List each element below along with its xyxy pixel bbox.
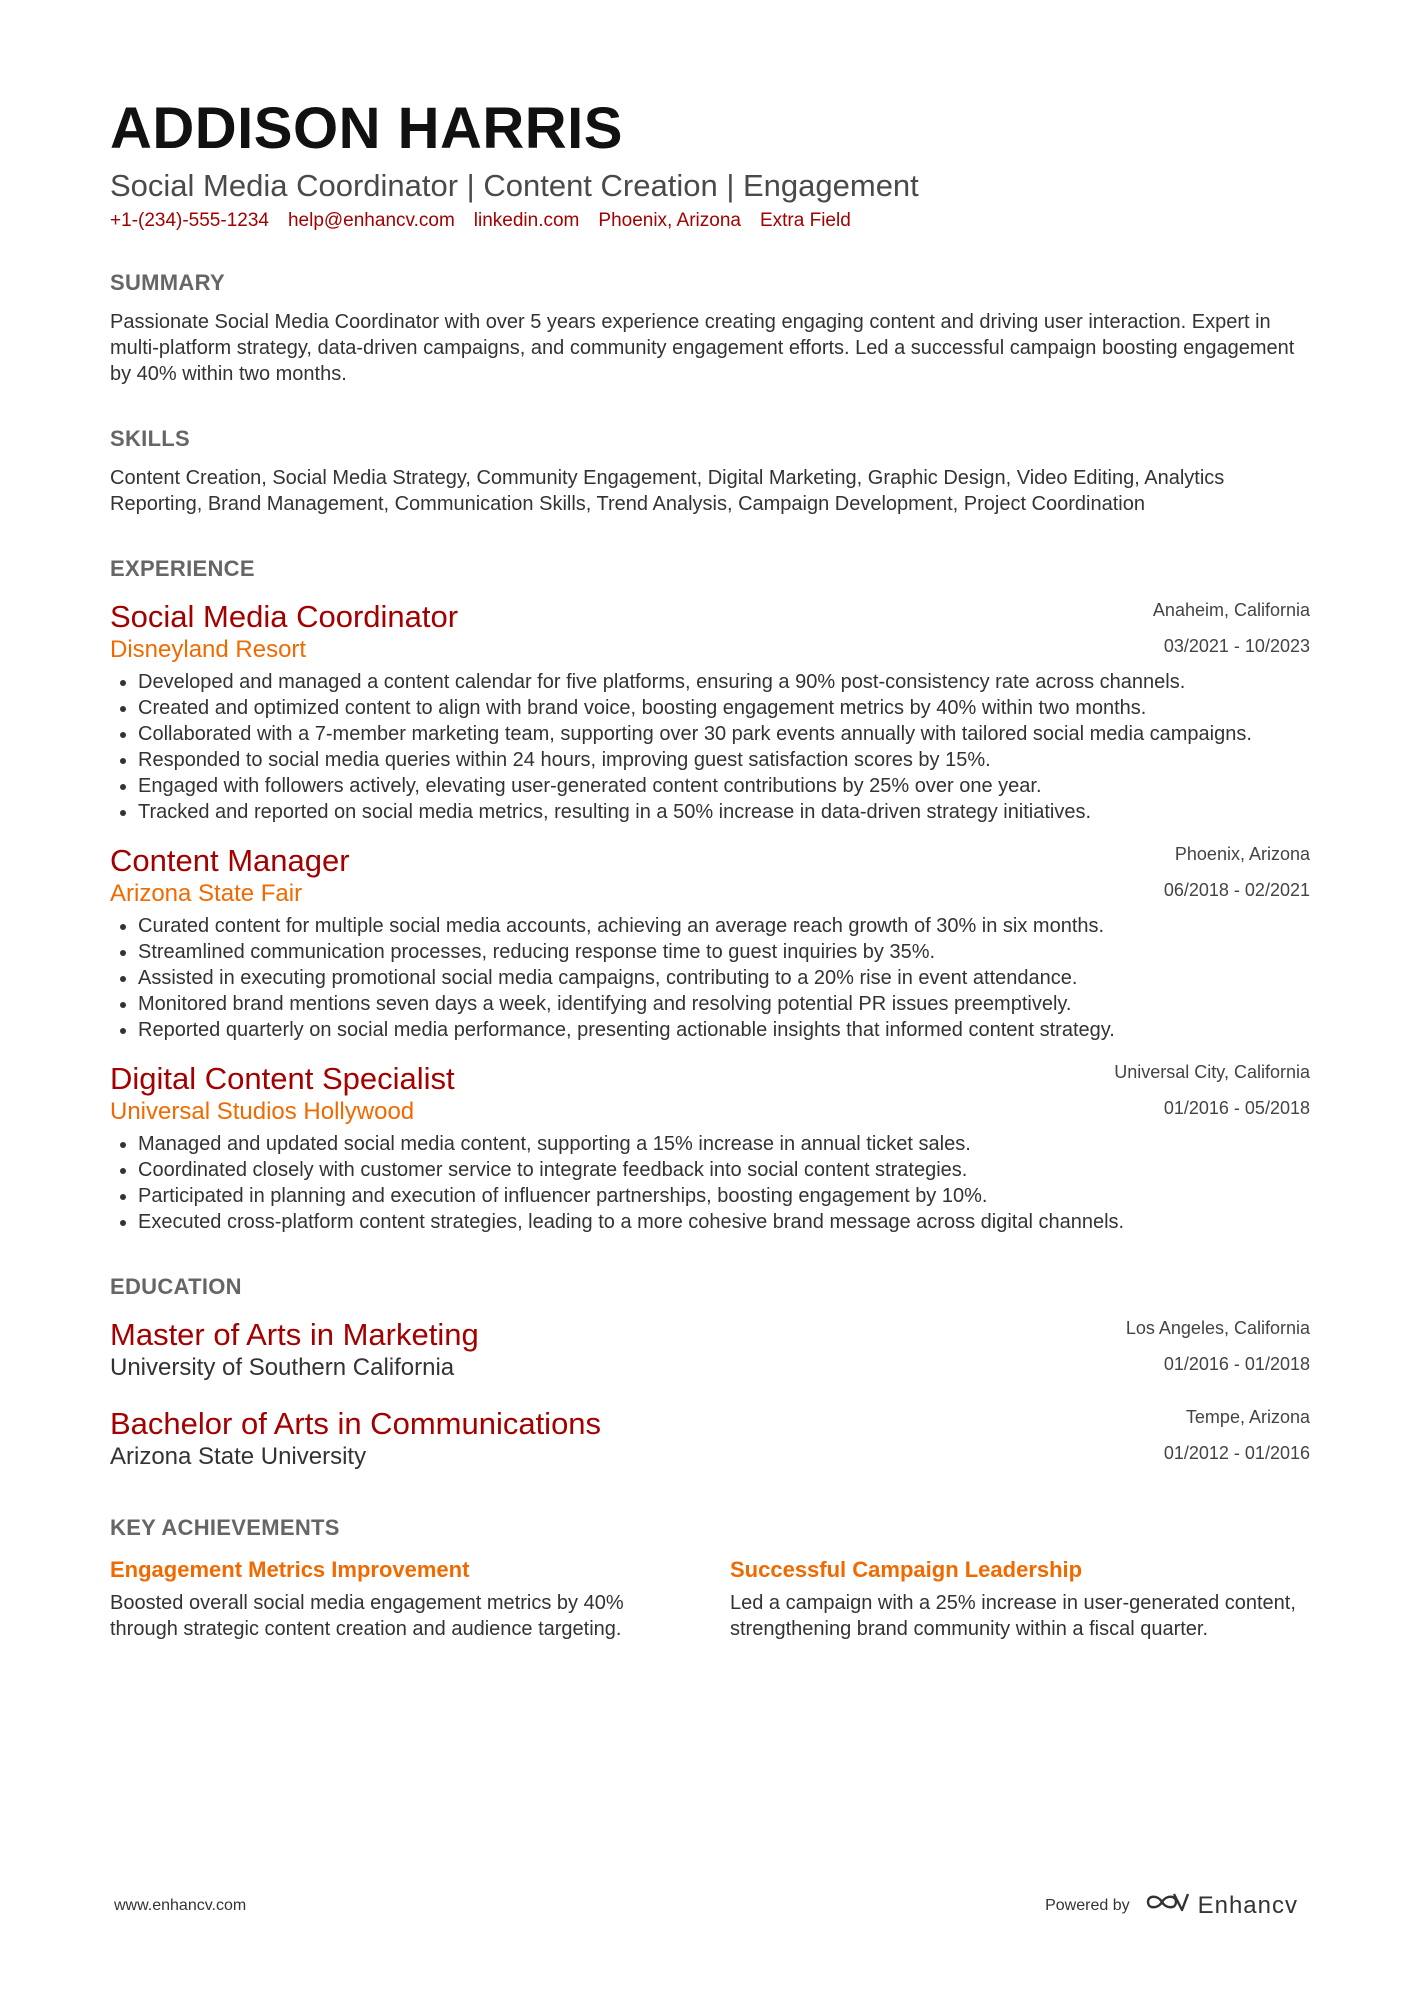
resume-page: [110, 95, 1310, 1642]
brand-logo[interactable]: [1144, 1890, 1298, 1921]
school-name: Arizona State University: [110, 1443, 367, 1470]
achievement-item: [730, 1556, 1306, 1642]
bullet-item: • Developed and managed a content calendar for five platforms, ensuring a 90% post-consistency rate across channels.: [138, 669, 1310, 695]
school-name: University of Southern California: [110, 1354, 455, 1381]
degree-title: Master of Arts in Marketing: [110, 1317, 479, 1352]
company-name: Universal Studios Hollywood: [110, 1098, 415, 1125]
skills-section: [110, 425, 1310, 517]
contact-bar: [110, 209, 1310, 233]
contact-location: Phoenix, Arizona: [598, 210, 741, 231]
degree-title: Bachelor of Arts in Communications: [110, 1406, 602, 1441]
job-dates: 01/2016 - 05/2018: [1163, 1098, 1310, 1118]
job-bullets: [110, 913, 1310, 1043]
achievement-description: Boosted overall social media engagement metrics by 40% through strategic content creation and audience targeting.: [110, 1592, 624, 1640]
bullet-item: • Engaged with followers actively, elevating user-generated content contributions by 25% over one year.: [138, 773, 1310, 799]
candidate-headline: Social Media Coordinator | Content Creation | Engagement: [110, 168, 919, 203]
bullet-item: • Curated content for multiple social media accounts, achieving an average reach growth of 30% in six months.: [138, 913, 1310, 939]
bullet-item: • Reported quarterly on social media performance, presenting actionable insights that informed content strategy.: [138, 1017, 1310, 1043]
experience-entry: [110, 599, 1310, 825]
bullet-item: • Collaborated with a 7-member marketing team, supporting over 30 park events annually with tailored social media campaigns.: [138, 721, 1310, 747]
contact-email[interactable]: help@enhancv.com: [287, 210, 455, 231]
education-entry: [110, 1317, 1310, 1387]
job-location: Phoenix, Arizona: [1174, 844, 1310, 864]
bullet-item: • Coordinated closely with customer service to integrate feedback into social content strategies.: [138, 1157, 1310, 1183]
bullet-item: • Participated in planning and execution of influencer partnerships, boosting engagement by 10%.: [138, 1183, 1310, 1209]
footer-website[interactable]: www.enhancv.com: [114, 1897, 247, 1914]
achievements-grid: [110, 1556, 1310, 1642]
experience-entry-header: [110, 1061, 1310, 1127]
education-section: [110, 1273, 1310, 1476]
school-location: Tempe, Arizona: [1185, 1407, 1310, 1427]
brand-name: Enhancv: [1197, 1891, 1298, 1919]
experience-entry: [110, 843, 1310, 1043]
bullet-item: • Tracked and reported on social media metrics, resulting in a 50% increase in data-driven strategy initiatives.: [138, 799, 1310, 825]
company-name: Arizona State Fair: [110, 880, 303, 907]
achievement-description: Led a campaign with a 25% increase in user-generated content, strengthening brand community within a fiscal quarter.: [730, 1592, 1296, 1640]
job-title: Content Manager: [110, 843, 350, 878]
section-title-summary: SUMMARY: [110, 270, 225, 295]
job-bullets: [110, 669, 1310, 825]
experience-entry-header: [110, 599, 1310, 665]
achievements-section: [110, 1514, 1310, 1642]
bullet-item: • Streamlined communication processes, reducing response time to guest inquiries by 35%.: [138, 939, 1310, 965]
experience-entry: [110, 1061, 1310, 1235]
powered-by-label: Powered by: [1045, 1896, 1130, 1914]
achievement-title: Successful Campaign Leadership: [730, 1557, 1083, 1582]
section-title-achievements: KEY ACHIEVEMENTS: [110, 1515, 340, 1540]
bullet-item: • Executed cross-platform content strategies, leading to a more cohesive brand message across digital channels.: [138, 1209, 1310, 1235]
enhancv-logo-icon: [1144, 1890, 1190, 1921]
contact-phone[interactable]: +1-(234)-555-1234: [110, 210, 269, 231]
job-dates: 06/2018 - 02/2021: [1163, 880, 1310, 900]
job-dates: 03/2021 - 10/2023: [1163, 636, 1310, 656]
job-title: Digital Content Specialist: [110, 1061, 455, 1096]
summary-text: Passionate Social Media Coordinator with over 5 years experience creating engaging content and driving user interaction. Expert in multi-platform strategy, data-driven campaigns, and community engagement efforts. Led a successful campaign boosting engagement by 40% within two months.: [110, 311, 1295, 385]
section-title-experience: EXPERIENCE: [110, 556, 255, 581]
job-bullets: [110, 1131, 1310, 1235]
summary-section: [110, 269, 1310, 387]
achievement-item: [110, 1556, 686, 1642]
job-location: Universal City, California: [1114, 1062, 1310, 1082]
education-entry: [110, 1406, 1310, 1476]
school-dates: 01/2016 - 01/2018: [1163, 1354, 1310, 1374]
bullet-item: • Assisted in executing promotional social media campaigns, contributing to a 20% rise in event attendance.: [138, 965, 1310, 991]
job-title: Social Media Coordinator: [110, 599, 459, 634]
footer-powered-by: [1045, 1890, 1298, 1921]
experience-entry-header: [110, 843, 1310, 909]
bullet-item: • Monitored brand mentions seven days a week, identifying and resolving potential PR issues preemptively.: [138, 991, 1310, 1017]
bullet-item: • Managed and updated social media content, supporting a 15% increase in annual ticket sales.: [138, 1131, 1310, 1157]
section-title-skills: SKILLS: [110, 426, 191, 451]
section-title-education: EDUCATION: [110, 1274, 242, 1299]
candidate-name: ADDISON HARRIS: [110, 96, 623, 161]
experience-section: [110, 555, 1310, 1235]
job-location: Anaheim, California: [1152, 600, 1310, 620]
bullet-item: • Responded to social media queries within 24 hours, improving guest satisfaction scores by 15%.: [138, 747, 1310, 773]
contact-extra-field: Extra Field: [759, 210, 851, 231]
bullet-item: • Created and optimized content to align with brand voice, boosting engagement metrics by 40% within two months.: [138, 695, 1310, 721]
contact-linkedin[interactable]: linkedin.com: [473, 210, 580, 231]
company-name: Disneyland Resort: [110, 636, 307, 663]
skills-text: Content Creation, Social Media Strategy, Community Engagement, Digital Marketing, Graphic Design, Video Editing, Analytics Reporting, Brand Management, Communication Skills, Trend Analysis, Campaign Development, Project Coordination: [110, 467, 1225, 515]
school-location: Los Angeles, California: [1125, 1318, 1310, 1338]
school-dates: 01/2012 - 01/2016: [1163, 1443, 1310, 1463]
achievement-title: Engagement Metrics Improvement: [110, 1557, 470, 1582]
